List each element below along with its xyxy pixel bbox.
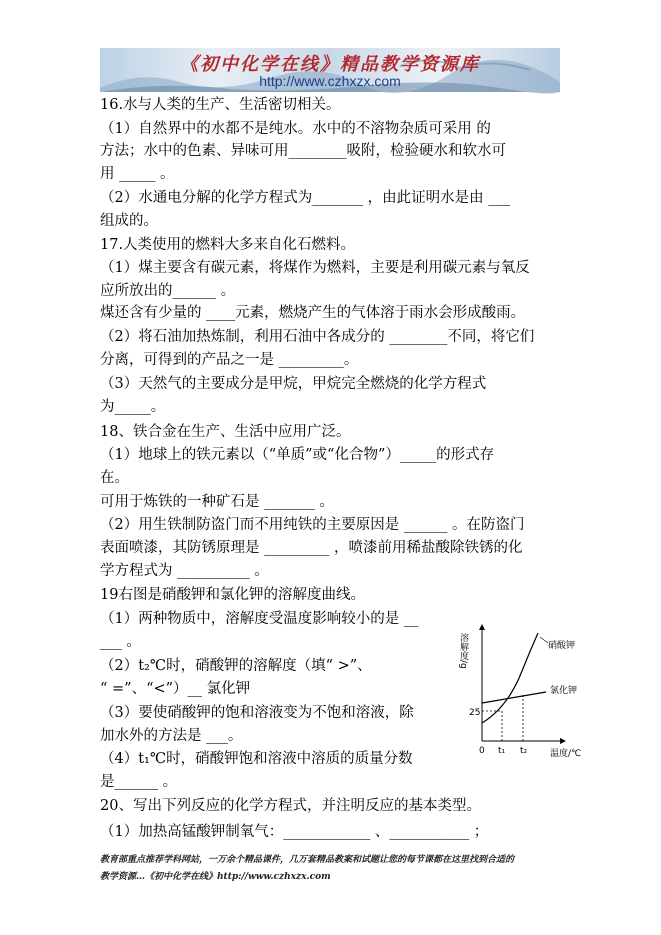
text-line: 是______ 。 [100,774,178,790]
text-line: 学方程式为 __________ 。 [100,563,269,579]
text-line: 可用于炼铁的一种矿石是 _______ 。 [100,494,334,510]
text-line: 应所放出的______ 。 [100,283,236,299]
kcl-curve [482,692,546,703]
text-line: （4）t₁℃时，硝酸钾饱和溶液中溶质的质量分数 [100,751,413,767]
text-line: 16.水与人类的生产、生活密切相关。 [100,97,341,113]
text-line: 17.人类使用的燃料大多来自化石燃料。 [100,237,356,253]
text-line: （2）将石油加热炼制，利用石油中各成分的 ________不同，将它们 [100,329,535,345]
text-line: 用 _____ 。 [100,166,175,182]
text-line: 20、写出下列反应的化学方程式，并注明反应的基本类型。 [100,798,481,814]
text-line: 19右图是硝酸钾和氯化钾的溶解度曲线。 [100,587,365,603]
header-title: 《初中化学在线》精品教学资源库 [180,54,480,75]
text-line: 加水外的方法是 ___。 [100,728,243,744]
text-line: （1）两种物质中，溶解度受温度影响较小的是 __ [100,611,419,627]
text-line: （3）要使硝酸钾的饱和溶液变为不饱和溶液，除 [100,705,414,721]
text-line: （1）地球上的铁元素以（“单质”或“化合物”）_____的形式存 [100,447,495,463]
text-line: （1）加热高锰酸钾制氧气：____________ 、___________ ； [100,824,489,840]
y-tick-25: 25 [469,708,481,718]
solubility-chart [460,615,620,760]
footer-line-2: 教学资源…《初中化学在线》http://www.czhxzx.com [100,872,331,882]
text-line: 在。 [100,470,129,486]
text-line: （1）自然界中的水都不是纯水。水中的不溶物杂质可采用 的 [100,121,491,137]
x-tick-0: 0 [479,746,485,756]
text-line: 分离，可得到的产品之一是 _________。 [100,352,359,368]
kno3-label: 硝酸钾 [548,641,576,651]
text-line: （3）天然气的主要成分是甲烷，甲烷完全燃烧的化学方程式 [100,376,487,392]
kno3-pointer [540,637,548,643]
text-line: “ =”、“<”）__ 氯化钾 [100,681,251,697]
x-tick-t1: t₁ [498,746,506,756]
x-tick-t2: t₂ [520,746,528,756]
header-url[interactable]: http://www.czhxzx.com [259,73,401,89]
text-line: （2）水通电分解的化学方程式为_______ ，由此证明水是由 ___ [100,190,510,206]
text-line: 表面喷漆，其防锈原理是 _________ ，喷漆前用稀盐酸除铁锈的化 [100,540,523,556]
text-line: 组成的。 [100,213,158,229]
x-axis-label: 温度/℃ [550,749,582,759]
text-line: 方法；水中的色素、异味可用________吸附，检验硬水和软水可 [100,143,506,159]
footer-line-1: 教育部重点推荐学科网站，一万余个精品课件，几万套精品教案和试题让您的每节课都在这里找到合适的 [100,855,515,865]
text-line: （2）用生铁制防盗门而不用纯铁的主要原因是 ______ 。在防盗门 [100,517,525,533]
text-line: （2）t₂℃时，硝酸钾的溶解度（填“ >”、 [100,658,372,674]
text-line: ___ 。 [100,634,141,650]
text-line: 18、铁合金在生产、生活中应用广泛。 [100,424,351,440]
text-line: （1）煤主要含有碳元素，将煤作为燃料，主要是利用碳元素与氧反 [100,260,530,276]
kno3-curve [482,633,538,723]
text-line: 为_____。 [100,399,166,415]
text-line: 煤还含有少量的 ____元素，燃烧产生的气体溶于雨水会形成酸雨。 [100,305,526,321]
header-banner [100,48,560,92]
y-axis-label: 溶解度/g [458,633,468,669]
kcl-label: 氯化钾 [550,686,578,696]
